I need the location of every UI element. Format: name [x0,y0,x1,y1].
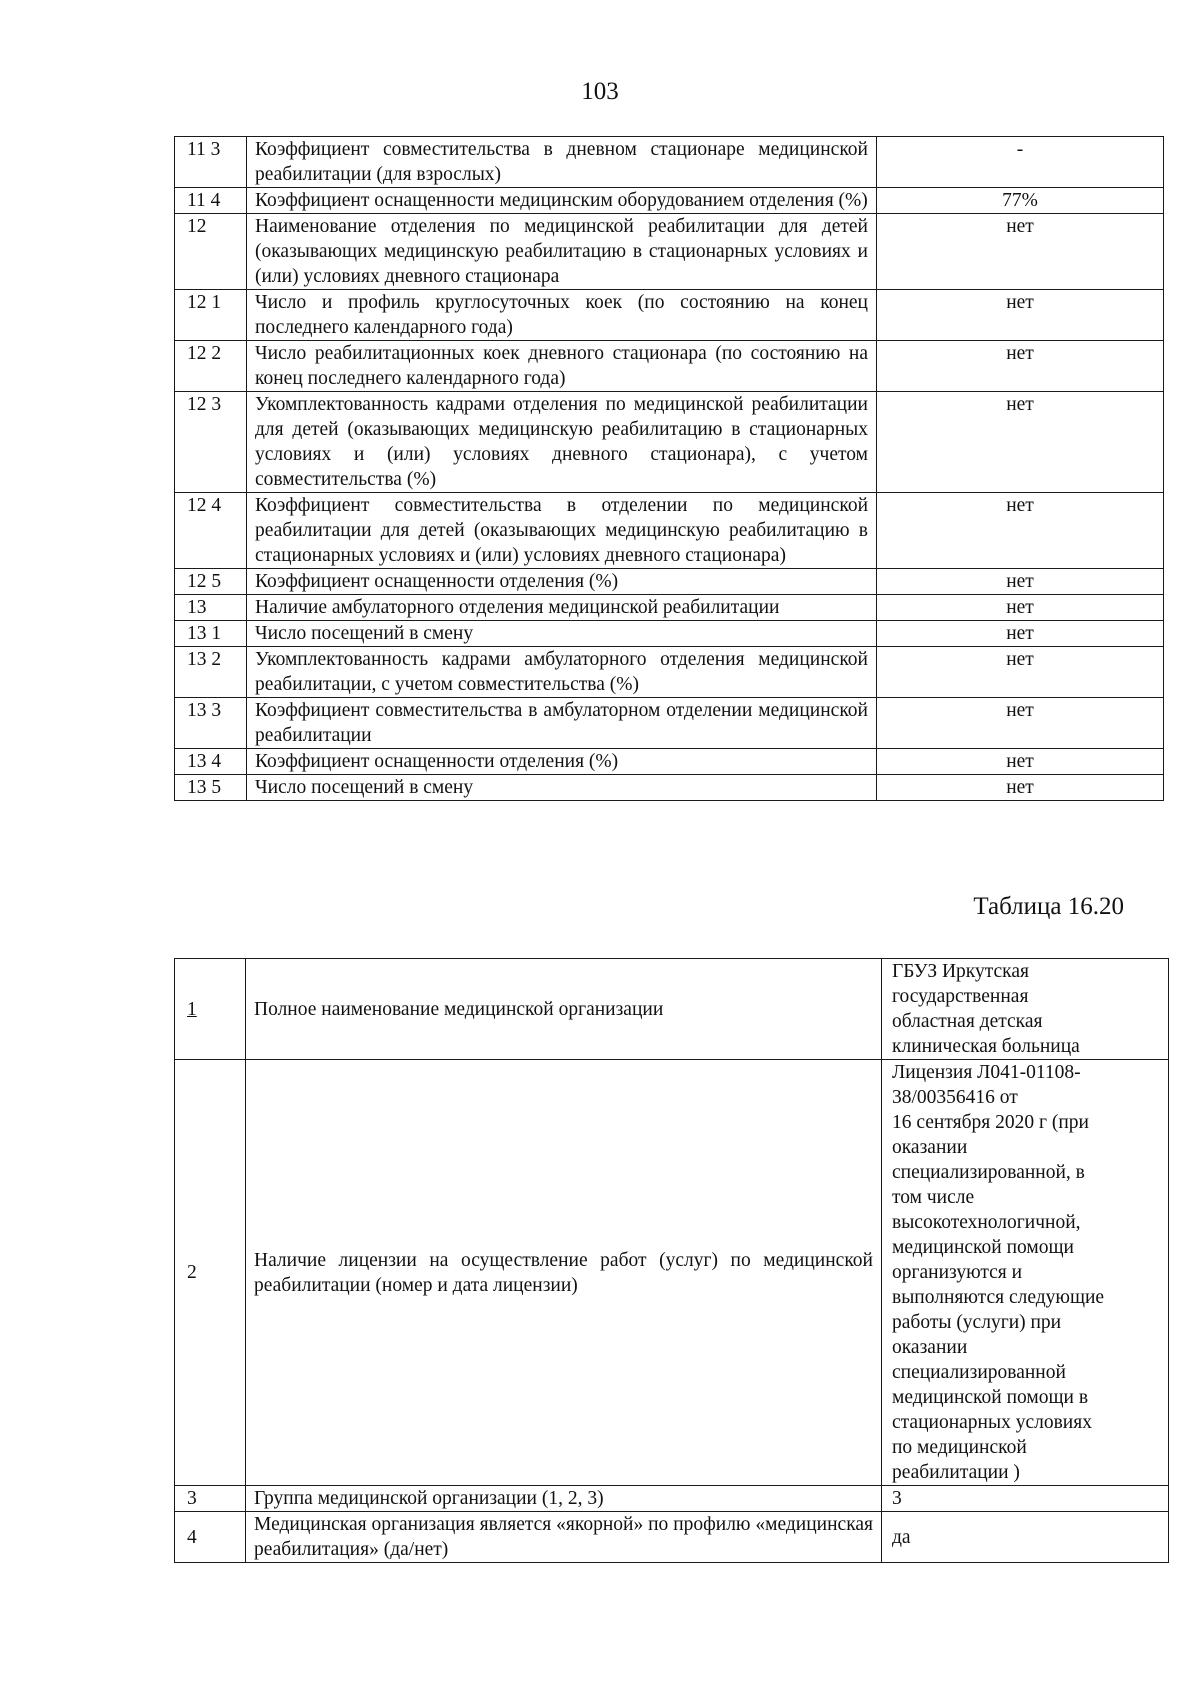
row-number: 2 [175,1060,246,1486]
row-value: 3 [882,1486,1169,1512]
row-description: Коэффициент оснащенности отделения (%) [247,749,877,775]
row-description: Наличие амбулаторного отделения медицинской реабилитации [247,595,877,621]
row-value: нет [877,647,1164,698]
row-description: Коэффициент совместительства в амбулаторном отделении медицинской реабилитации [247,698,877,749]
table-row [175,569,1164,595]
row-number: 11 3 [175,137,247,188]
row-value: ГБУЗ Иркутская государственная областная детская клиническая больница [882,959,1169,1060]
row-number: 3 [175,1486,246,1512]
row-value: нет [877,775,1164,801]
row-description: Медицинская организация является «якорной» по профилю «медицинская реабилитация» (да/нет) [246,1512,882,1563]
table-row [175,621,1164,647]
row-number: 13 2 [175,647,247,698]
row-number: 12 4 [175,493,247,569]
row-number: 12 5 [175,569,247,595]
row-number: 13 5 [175,775,247,801]
table-row [175,214,1164,290]
row-description: Коэффициент оснащенности медицинским оборудованием отделения (%) [247,188,877,214]
table-row [175,1512,1169,1563]
row-value: нет [877,569,1164,595]
table-row [175,959,1169,1060]
table-row [175,749,1164,775]
row-number [175,959,246,1060]
organization-table [174,958,1169,1563]
indicators-table [174,136,1164,801]
page-number: 103 [581,78,619,105]
table-row [175,698,1164,749]
row-description: Укомплектованность кадрами амбулаторного отделения медицинской реабилитации, с учетом совместительства (%) [247,647,877,698]
row-number-text: 1 [187,998,197,1020]
row-value: нет [877,214,1164,290]
table-row [175,188,1164,214]
table-row [175,341,1164,392]
row-number: 12 1 [175,290,247,341]
row-description: Коэффициент оснащенности отделения (%) [247,569,877,595]
row-description: Число посещений в смену [247,775,877,801]
row-description: Число и профиль круглосуточных коек (по состоянию на конец последнего календарного года) [247,290,877,341]
row-description: Укомплектованность кадрами отделения по медицинской реабилитации для детей (оказывающих медицинскую реабилитацию в стационарных условиях и (или) условиях дневного стационара), с учетом совместительства (%) [247,392,877,493]
row-value: нет [877,341,1164,392]
row-description: Коэффициент совместительства в отделении по медицинской реабилитации для детей (оказывающих медицинскую реабилитацию в стационарных условиях и (или) условиях дневного стационара) [247,493,877,569]
row-description: Группа медицинской организации (1, 2, 3) [246,1486,882,1512]
row-description: Полное наименование медицинской организации [246,959,882,1060]
row-value: Лицензия Л041-01108- 38/00356416 от 16 сентября 2020 г (при оказании специализированной, в том числе высокотехнологичной, медицинской помощи организуются и выполняются следующие работы (услуги) при оказании специализированной медицинской помощи в стационарных условиях по медицинской реабилитации ) [882,1060,1169,1486]
row-description: Число посещений в смену [247,621,877,647]
row-number: 13 [175,595,247,621]
row-description: Наименование отделения по медицинской реабилитации для детей (оказывающих медицинскую реабилитацию в стационарных условиях и (или) условиях дневного стационара [247,214,877,290]
table-row [175,392,1164,493]
row-value: нет [877,749,1164,775]
table-row [175,493,1164,569]
row-number: 13 3 [175,698,247,749]
row-value: нет [877,698,1164,749]
row-number: 4 [175,1512,246,1563]
row-description: Коэффициент совместительства в дневном стационаре медицинской реабилитации (для взрослых) [247,137,877,188]
table-row [175,775,1164,801]
row-value: нет [877,290,1164,341]
table-row [175,1486,1169,1512]
row-number: 12 [175,214,247,290]
row-description: Число реабилитационных коек дневного стационара (по состоянию на конец последнего календарного года) [247,341,877,392]
row-value: нет [877,621,1164,647]
row-number: 11 4 [175,188,247,214]
row-value: нет [877,493,1164,569]
row-value: нет [877,595,1164,621]
table-row [175,1060,1169,1486]
row-value: - [877,137,1164,188]
table-row [175,137,1164,188]
row-value: 77% [877,188,1164,214]
row-value: да [882,1512,1169,1563]
row-number: 13 1 [175,621,247,647]
row-description: Наличие лицензии на осуществление работ (услуг) по медицинской реабилитации (номер и дата лицензии) [246,1060,882,1486]
row-number: 12 3 [175,392,247,493]
row-number: 12 2 [175,341,247,392]
table-row [175,647,1164,698]
table-row [175,595,1164,621]
row-value: нет [877,392,1164,493]
row-number: 13 4 [175,749,247,775]
table-row [175,290,1164,341]
table-caption: Таблица 16.20 [973,893,1124,920]
